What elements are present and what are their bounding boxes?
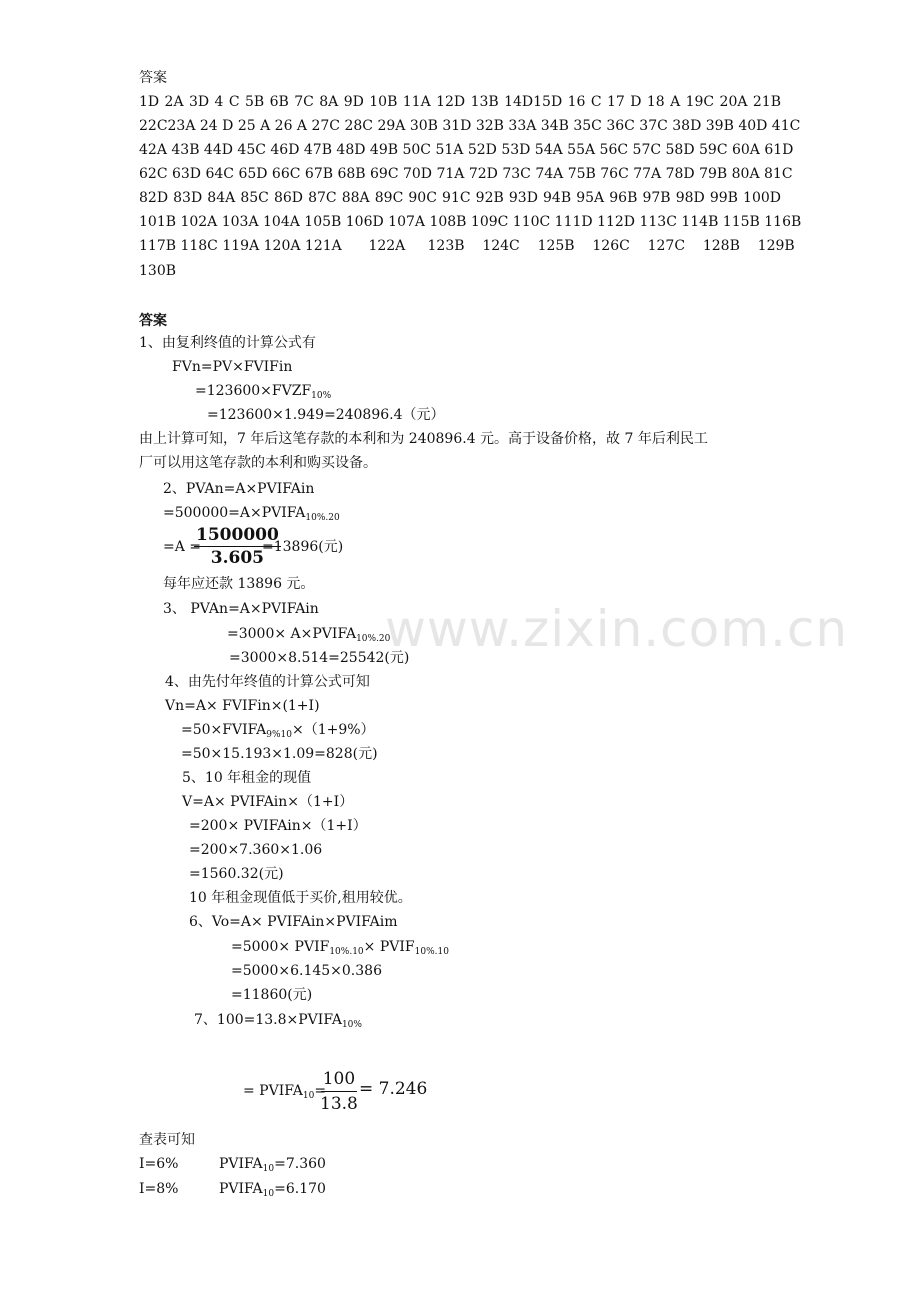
q7-fraction-denominator: 13.8 xyxy=(320,1094,358,1114)
q3-line-3: =3000×8.514=25542(元) xyxy=(229,650,410,666)
q5-line-1: V=A× PVIFAin×（1+I） xyxy=(182,794,354,810)
q3-line-2: $=3000\times A\times PVIFA_{10\%.20}$ xyxy=(227,626,391,644)
q6-line-2: $=5000\times PVIF_{10\%.10}\times$ $PVIF_{10\%.10}$ xyxy=(231,939,449,957)
q7-equation-result: = 7.246 xyxy=(359,1079,428,1099)
answer-key-line-2: 22C23A 24 D 25 A 26 A 27C 28C 29A 30B 31D 32B 33A 34B 35C 36C 37C 38D 39B 40D 41C xyxy=(139,118,801,134)
q7-equation-prefix: = $PVIFA_{10}=$ xyxy=(243,1083,327,1101)
q2-line-2: $=500000=A\times PVIFA_{10\%.20}$ xyxy=(163,505,340,523)
q5-heading: 5、10 年租金的现值 xyxy=(182,770,312,786)
answer-key-line-8: 130B xyxy=(139,263,177,279)
q7-row-2-value: $PVIFA_{10}=6.170$ xyxy=(219,1181,326,1199)
q1-conclusion-2: 厂可以用这笔存款的本利和购买设备。 xyxy=(139,455,377,471)
q7-row-2-rate: I=8% xyxy=(139,1181,179,1197)
answer-key-line-7: 117B 118C 119A 120A 121A 122A 123B 124C 125B 126C 127C 128B 129B xyxy=(139,238,795,254)
q2-line-1: 2、PVAn=A×PVIFAin xyxy=(163,481,315,497)
q4-heading: 4、由先付年终值的计算公式可知 xyxy=(165,674,370,690)
answer-key-line-5: 82D 83D 84A 85C 86D 87C 88A 89C 90C 91C 92B 93D 94B 95A 96B 97B 98D 99B 100D xyxy=(139,190,781,206)
q5-conclusion: 10 年租金现值低于买价,租用较优。 xyxy=(189,890,412,906)
q2-conclusion: 每年应还款 13896 元。 xyxy=(163,576,315,592)
section2-title: 答案 xyxy=(139,313,167,329)
section1-title: 答案 xyxy=(139,70,167,86)
q5-line-2: =200× PVIFAin×（1+I） xyxy=(189,818,367,834)
q1-heading: 1、由复利终值的计算公式有 xyxy=(139,335,316,351)
q4-line-3: =50×15.193×1.09=828(元) xyxy=(181,746,378,762)
q7-fraction-numerator: 100 xyxy=(321,1067,357,1092)
q4-line-2: $=50\times FVIFA_{9\%10}\times(1+9\%)$ xyxy=(181,722,375,740)
q2-line-3-prefix: =A = xyxy=(163,539,202,555)
q6-line-1: 6、Vo=A× PVIFAin×PVIFAim xyxy=(189,914,398,930)
q6-line-3: =5000×6.145×0.386 xyxy=(231,963,382,979)
q2-fraction-numerator: 1500000 xyxy=(196,525,279,545)
answer-key-line-4: 62C 63D 64C 65D 66C 67B 68B 69C 70D 71A 72D 73C 74A 75B 76C 77A 78D 79B 80A 81C xyxy=(139,166,793,182)
watermark: www.zixin.com.cn xyxy=(385,600,849,658)
q2-fraction-denominator: 3.605 xyxy=(210,548,265,568)
q6-line-4: =11860(元) xyxy=(231,987,313,1003)
q7-row-1-value: $PVIFA_{10}=7.360$ xyxy=(219,1156,326,1174)
q7-fraction xyxy=(320,1067,358,1116)
q3-line-1: 3、 PVAn=A×PVIFAin xyxy=(163,601,319,617)
q2-line-3-result: =13896(元) xyxy=(262,539,344,555)
answer-key-line-1: 1D 2A 3D 4 C 5B 6B 7C 8A 9D 10B 11A 12D 13B 14D15D 16 C 17 D 18 A 19C 20A 21B xyxy=(139,94,781,110)
q4-line-1: Vn=A× FVIFin×(1+I) xyxy=(165,698,320,714)
q1-conclusion-1: 由上计算可知，7 年后这笔存款的本利和为 240896.4 元。高于设备价格，故 7 年后利民工 xyxy=(139,431,708,447)
q5-line-3: =200×7.360×1.06 xyxy=(189,842,323,858)
q7-line-1: 7、$100=13.8\times PVIFA_{10\%}$ xyxy=(194,1012,362,1030)
q1-line-2: $=123600\times FVZF_{10\%}$ xyxy=(195,383,332,401)
answer-key-line-3: 42A 43B 44D 45C 46D 47B 48D 49B 50C 51A 52D 53D 54A 55A 56C 57C 58D 59C 60A 61D xyxy=(139,142,794,158)
q7-lookup-heading: 查表可知 xyxy=(139,1132,195,1148)
q1-line-1: FVn=PV×FVIFin xyxy=(172,359,293,375)
q7-row-1-rate: I=6% xyxy=(139,1156,179,1172)
answer-key-line-6: 101B 102A 103A 104A 105B 106D 107A 108B 109C 110C 111D 112D 113C 114B 115B 116B xyxy=(139,214,802,230)
q1-line-3: =123600×1.949=240896.4（元） xyxy=(207,407,445,423)
q5-line-4: =1560.32(元) xyxy=(189,866,284,882)
